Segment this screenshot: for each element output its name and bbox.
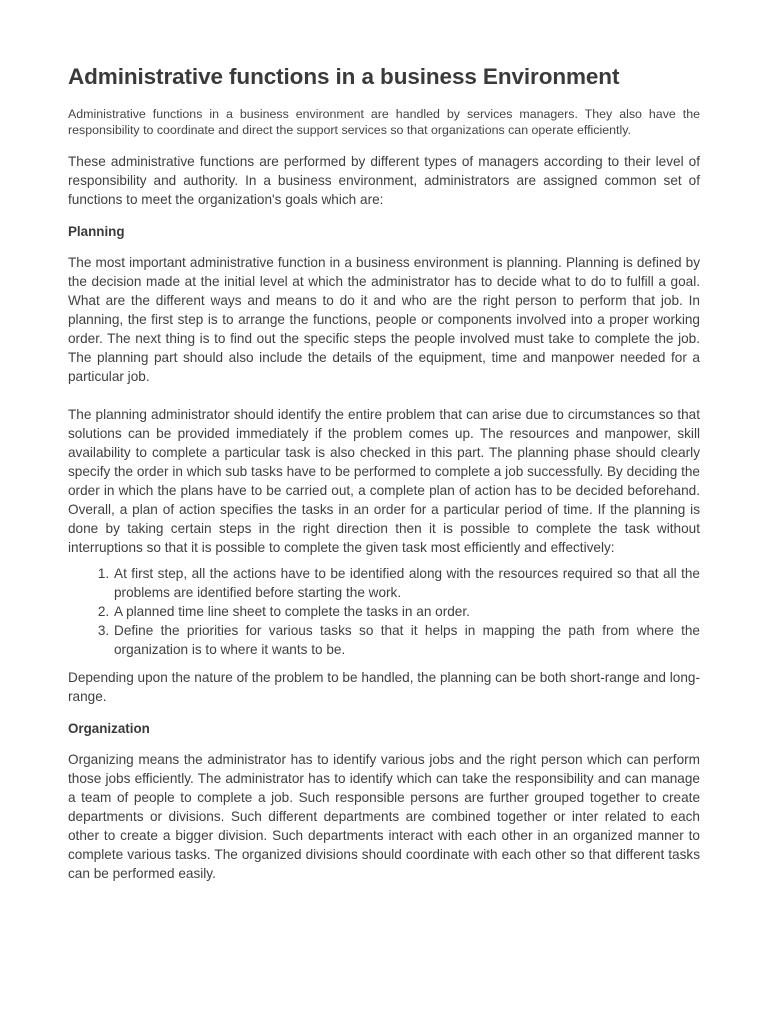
- planning-paragraph-3: Depending upon the nature of the problem to be handled, the planning can be both short-range and long-range.: [68, 670, 700, 704]
- list-item: 2. A planned time line sheet to complete the tasks in an order.: [113, 602, 700, 621]
- list-item: 1. At first step, all the actions have to be identified along with the resources required so that all the problems are identified before starting the work.: [113, 564, 700, 602]
- planning-steps-list: [68, 564, 700, 659]
- overview-paragraph: These administrative functions are performed by different types of managers according to their level of responsibility and authority. In a business environment, administrators are assigned common set of functions to meet the organization's goals which are:: [68, 154, 700, 207]
- document-title: Administrative functions in a business Environment: [68, 64, 620, 89]
- organization-heading: Organization: [68, 721, 150, 736]
- planning-heading: Planning: [68, 224, 125, 239]
- planning-paragraph-1: The most important administrative function in a business environment is planning. Planning is defined by the decision made at the initial level at which the administrator has to decide what to do to fulfill a goal. What are the different ways and means to do it and who are the right person to perform that job. In planning, the first step is to arrange the functions, people or components involved into a proper working order. The next thing is to find out the specific steps the people involved must take to complete the job. The planning part should also include the details of the equipment, time and manpower needed for a particular job.: [68, 255, 700, 384]
- list-item: 3. Define the priorities for various tasks so that it helps in mapping the path from where the organization is to where it wants to be.: [113, 621, 700, 659]
- intro-paragraph: Administrative functions in a business environment are handled by services managers. They also have the responsibility to coordinate and direct the support services so that organizations can operate efficiently.: [68, 107, 700, 137]
- organization-paragraph-1: Organizing means the administrator has to identify various jobs and the right person which can perform those jobs efficiently. The administrator has to identify which can take the responsibility and can manage a team of people to complete a job. Such responsible persons are further grouped together to create departments or divisions. Such different departments are combined together or inter related to each other to create a bigger division. Such departments interact with each other in an organized manner to complete various tasks. The organized divisions should coordinate with each other so that different tasks can be performed easily.: [68, 752, 700, 881]
- planning-paragraph-2: The planning administrator should identify the entire problem that can arise due to circumstances so that solutions can be provided immediately if the problem comes up. The resources and manpower, skill availability to complete a particular task is also checked in this part. The planning phase should clearly specify the order in which sub tasks have to be performed to complete a job successfully. By deciding the order in which the plans have to be carried out, a complete plan of action has to be decided beforehand. Overall, a plan of action specifies the tasks in an order for a particular period of time. If the planning is done by taking certain steps in the right direction then it is possible to complete the task without interruptions so that it is possible to complete the given task most efficiently and effectively:: [68, 407, 700, 555]
